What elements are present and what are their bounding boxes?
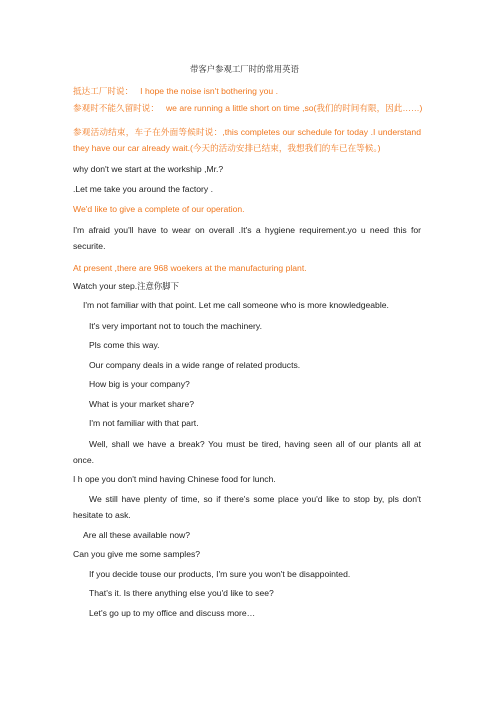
phrase: I'm not familiar with that part.	[89, 418, 199, 428]
phrase: Pls come this way.	[89, 340, 160, 350]
tip-label: 参观活动结束，车子在外面等候时说：	[73, 127, 223, 137]
phrase: why don't we start at the workship ,Mr.?	[73, 164, 224, 174]
tip-text: we are running a little short on time ,so(我们的时间有限，因此……)	[165, 103, 423, 113]
phrase: Well, shall we have a break? You must be tired, having seen all of our plants all at once.	[73, 439, 421, 465]
tip-label: 抵达工厂时说：	[73, 86, 134, 96]
phrase: We'd like to give a complete of our operation.	[73, 204, 245, 214]
phrase: Our company deals in a wide range of related products.	[89, 360, 301, 370]
tip-arrival	[73, 86, 278, 97]
phrase: I'm not familiar with that point. Let me call someone who is more knowledgeable.	[83, 300, 389, 310]
phrase: Can you give me some samples?	[73, 549, 201, 559]
phrase: It's very important not to touch the machinery.	[89, 321, 262, 331]
tip-text: I hope the noise isn't bothering you .	[140, 86, 278, 96]
tip-tour-end	[73, 124, 421, 156]
phrase: At present ,there are 968 woekers at the manufacturing plant.	[73, 263, 307, 273]
phrase: We still have plenty of time, so if there's some place you'd like to stop by, pls don't hesitate to ask.	[73, 494, 421, 520]
phrase: I h ope you don't mind having Chinese food for lunch.	[73, 474, 276, 484]
phrase: .Let me take you around the factory .	[73, 184, 213, 194]
document-title: 带客户参观工厂时的常用英语	[190, 64, 299, 74]
phrase: That's it. Is there anything else you'd like to see?	[89, 588, 274, 598]
phrase-en: Watch your step.	[73, 281, 138, 291]
phrase: I'm afraid you'll have to wear on overall .It's a hygiene requirement.yo u need this for securite.	[73, 225, 421, 251]
phrase: Are all these available now?	[83, 530, 191, 540]
tip-text: ,this completes our schedule for today .I understand they have our car already wait.(今天的活动安排已结束，我想我们的车已在等候。)	[73, 127, 421, 153]
phrase: How big is your company?	[89, 379, 190, 389]
tip-label: 参观时不能久留时说：	[73, 103, 159, 113]
phrase: If you decide touse our products, I'm sure you won't be disappointed.	[89, 569, 351, 579]
phrase: Let's go up to my office and discuss more…	[89, 608, 256, 618]
phrase-bilingual	[73, 281, 179, 292]
phrase-zh: 注意你脚下	[137, 281, 180, 291]
phrase: What is your market share?	[89, 399, 195, 409]
tip-short-time	[73, 103, 422, 114]
